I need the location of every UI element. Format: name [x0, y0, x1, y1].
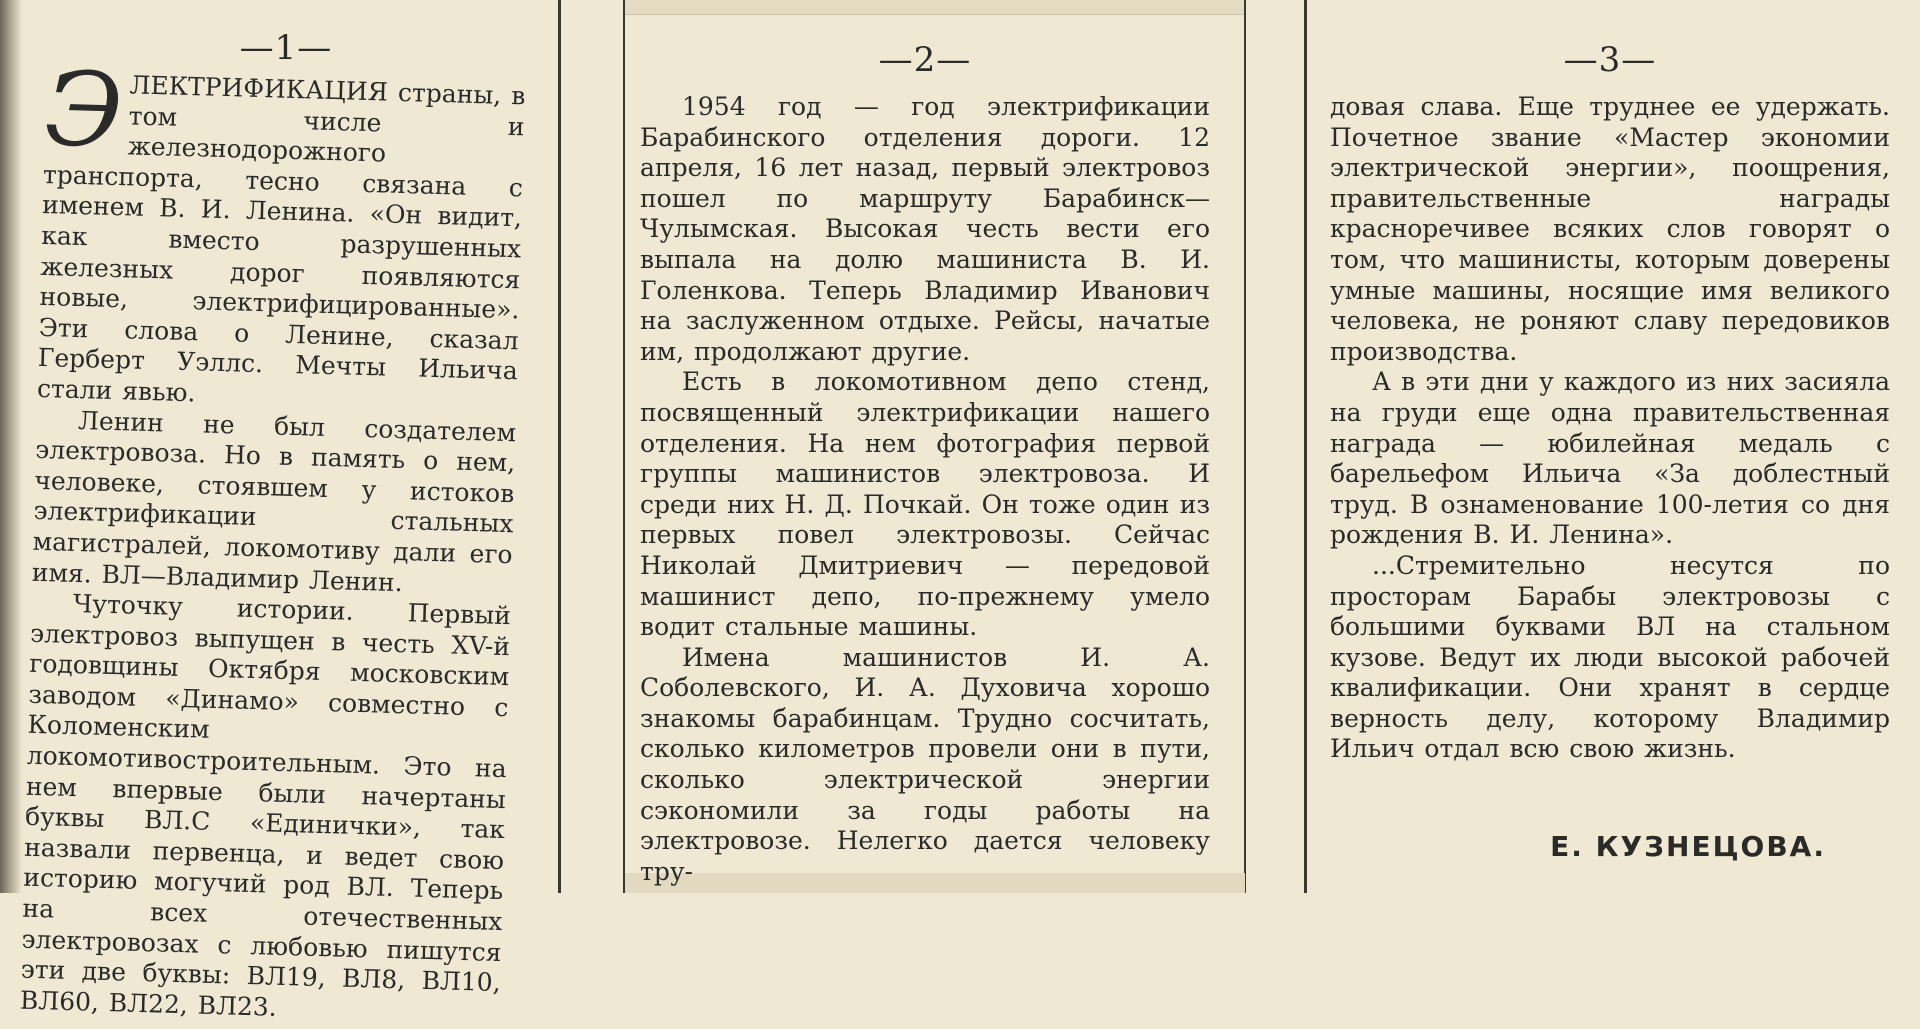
column-number: —2—: [878, 40, 972, 80]
column-rule-right: [1304, 0, 1307, 893]
paragraph: Чуточку истории. Первый электровоз выпущен в честь XV-й годовщины Октября московским заводом «Динамо» совместно с Коломенским локомотивостроительным. Это на нем впервые были начертаны буквы ВЛ.С «Единички», так назвали первенца, и ведет свою историю могучий род ВЛ. Теперь на всех отечественных электровозах с любовью пишутся эти две буквы: ВЛ19, ВЛ8, ВЛ10, ВЛ60, ВЛ22, ВЛ23.: [19, 589, 512, 1022]
paragraph: Есть в локомотивном депо стенд, посвященный электрификации нашего отделения. На нем фотография первой группы машинистов электровоза. И среди них Н. Д. Почкай. Он тоже один из первых повел электровозы. Сейчас Николай Дмитриевич — передовой машинист депо, по-прежнему умело водит стальные машины.: [640, 367, 1210, 642]
column-2: [640, 0, 1210, 893]
paragraph: ...Стремительно несутся по просторам Барабы электровозы с большими буквами ВЛ на стальном кузове. Ведут их люди высокой рабочей квалификации. Они хранят в сердце верность делу, которому Владимир Ильич отдал всю свою жизнь.: [1330, 550, 1890, 764]
paragraph: [36, 50, 526, 418]
column-rule-left: [558, 0, 561, 893]
paragraph-text: ЛЕКТРИФИКАЦИЯ страны, в том числе и железнодорожного транспорта, тесно связана с именем В. И. Ленина. «Он видит, как вместо разрушенных железных дорог появляются новые, электрифицированные». Эти слова о Ленине, сказал Герберт Уэллс. Мечты Ильича стали явью.: [36, 70, 526, 408]
page-edge-shadow: [0, 0, 22, 893]
column-1: [19, 0, 526, 1022]
column-rule-inner-left: [623, 0, 625, 893]
column-number: —1—: [239, 28, 333, 68]
column-3: [1330, 0, 1890, 893]
column-number: —3—: [1563, 40, 1657, 80]
drop-cap: Э: [43, 50, 125, 172]
paragraph: 1954 год — год электрификации Барабинского отделения дороги. 12 апреля, 16 лет назад, первый электровоз пошел по маршруту Барабинск—Чулымская. Высокая честь вести его выпала на долю машиниста В. И. Голенкова. Теперь Владимир Иванович на заслуженном отдыхе. Рейсы, начатые им, продолжают другие.: [640, 92, 1210, 366]
paragraph: А в эти дни у каждого из них засияла на груди еще одна правительственная награда — юбилейная медаль с барельефом Ильича «За доблестный труд. В ознаменование 100-летия со дня рождения В. И. Ленина».: [1330, 367, 1890, 550]
author-signature: Е. КУЗНЕЦОВА.: [1550, 830, 1826, 863]
paragraph: Ленин не был создателем электровоза. Но в память о нем, человеке, стоявшем у истоков электрификации стальных магистралей, локомотиву дали его имя. ВЛ—Владимир Ленин.: [31, 405, 517, 597]
column-rule-inner-right: [1244, 0, 1246, 893]
paragraph: Имена машинистов И. А. Соболевского, И. А. Духовича хорошо знакомы барабинцам. Трудно сосчитать, сколько километров провели они в пути, сколько электрической энергии сэкономили за годы работы на электровозе. Нелегко дается человеку тру-: [640, 642, 1210, 886]
column-text: [640, 92, 1210, 887]
column-text: [19, 50, 526, 1029]
paragraph: довая слава. Еще труднее ее удержать. Почетное звание «Мастер экономии электрической энергии», поощрения, правительственные награды красноречивее всяких слов говорят о том, что машинисты, которым доверены умные машины, носящие имя великого человека, не роняют славу передовиков производства.: [1330, 92, 1890, 366]
column-text: [1330, 92, 1890, 765]
